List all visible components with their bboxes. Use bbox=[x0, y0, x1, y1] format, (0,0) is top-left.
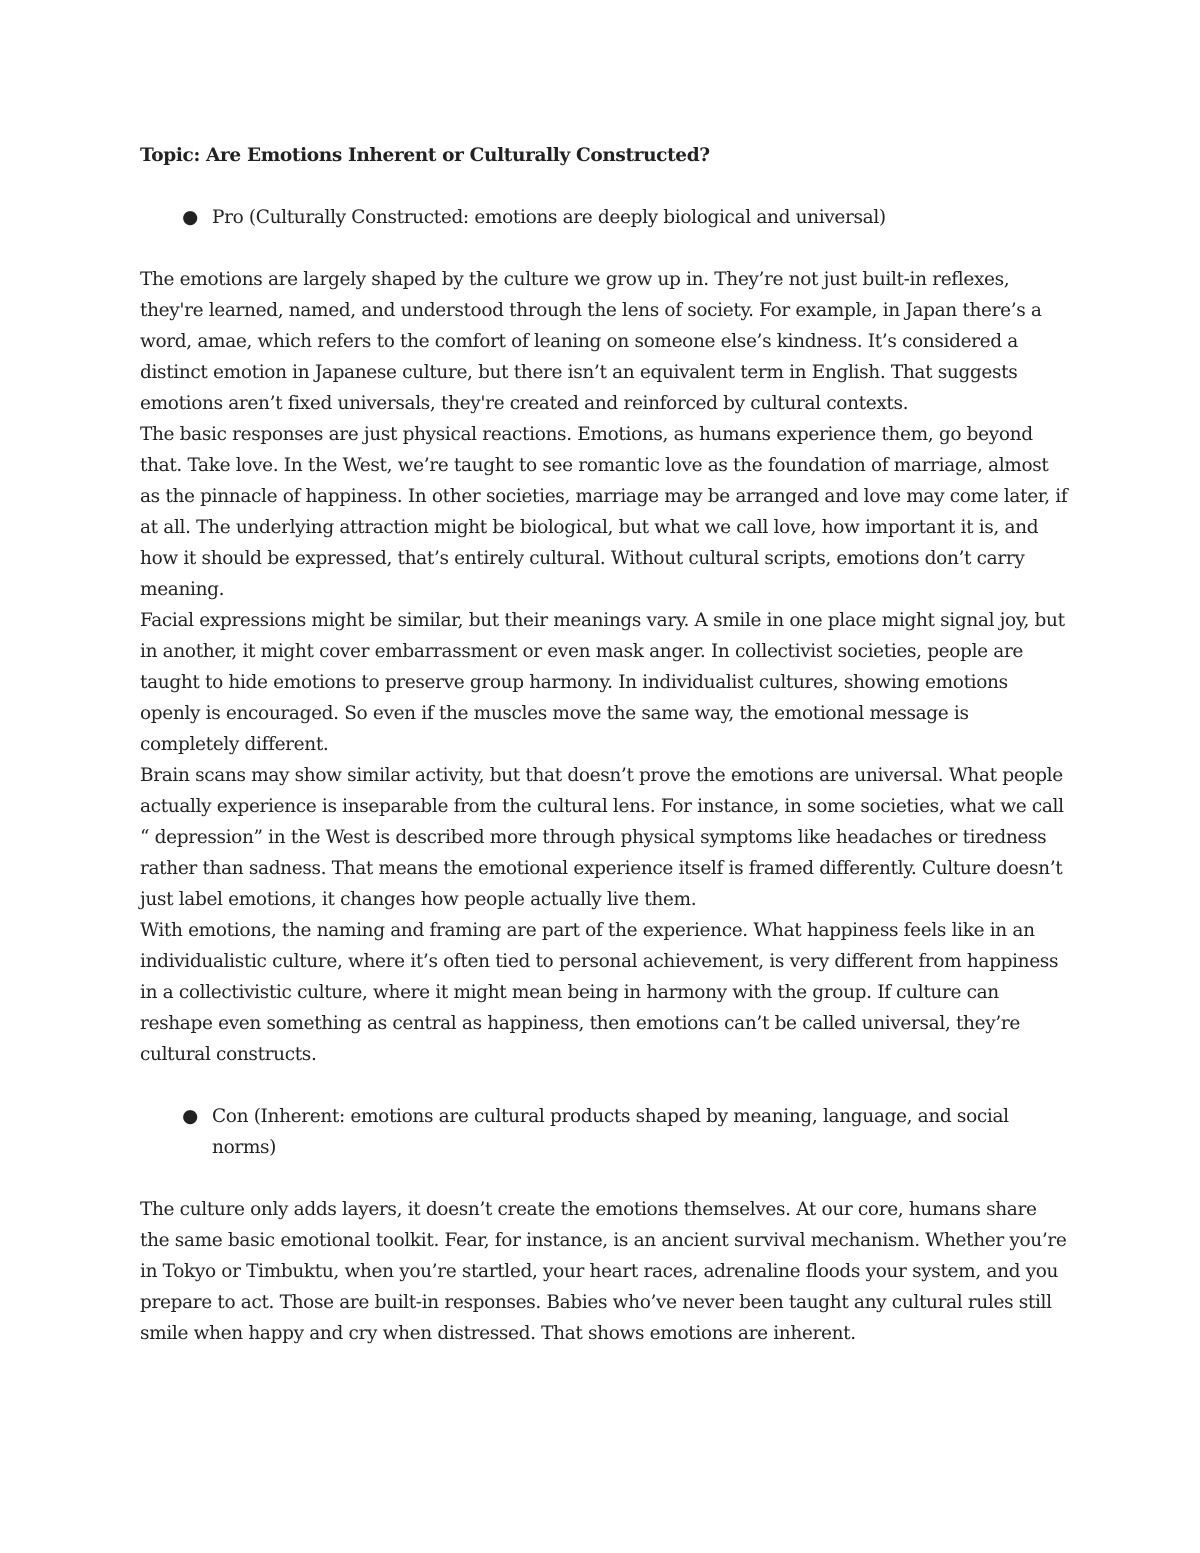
document-page bbox=[140, 140, 1070, 1349]
con-heading: Con (Inherent: emotions are cultural products shaped by meaning, language, and social norms) bbox=[212, 1106, 1009, 1158]
pro-heading: Pro (Culturally Constructed: emotions are deeply biological and universal) bbox=[212, 207, 886, 228]
bullet-icon: ● bbox=[182, 207, 198, 228]
pro-bullet bbox=[140, 202, 1070, 233]
pro-paragraph: Facial expressions might be similar, but their meanings vary. A smile in one place might signal joy, but in another, it might cover embarrassment or even mask anger. In collectivist societies, people are taught to hide emotions to preserve group harmony. In individualist cultures, showing emotions openly is encouraged. So even if the muscles move the same way, the emotional message is completely different. bbox=[140, 610, 1065, 755]
bullet-icon: ● bbox=[182, 1106, 198, 1127]
con-paragraph: The culture only adds layers, it doesn’t create the emotions themselves. At our core, humans share the same basic emotional toolkit. Fear, for instance, is an ancient survival mechanism. Whether you’re in Tokyo or Timbuktu, when you’re startled, your heart races, adrenaline floods your system, and you prepare to act. Those are built-in responses. Babies who’ve never been taught any cultural rules still smile when happy and cry when distressed. That shows emotions are inherent. bbox=[140, 1199, 1067, 1344]
document-title: Topic: Are Emotions Inherent or Culturally Constructed? bbox=[140, 145, 710, 166]
con-bullet bbox=[140, 1101, 1070, 1163]
pro-paragraph: The emotions are largely shaped by the culture we grow up in. They’re not just built-in reflexes, they're learned, named, and understood through the lens of society. For example, in Japan there’s a word, amae, which refers to the comfort of leaning on someone else’s kindness. It’s considered a distinct emotion in Japanese culture, but there isn’t an equivalent term in English. That suggests emotions aren’t fixed universals, they're created and reinforced by cultural contexts. bbox=[140, 269, 1042, 414]
pro-paragraph: Brain scans may show similar activity, but that doesn’t prove the emotions are universal. What people actually experience is inseparable from the cultural lens. For instance, in some societies, what we call “ depression” in the West is described more through physical symptoms like headaches or tiredness rather than sadness. That means the emotional experience itself is framed differently. Culture doesn’t just label emotions, it changes how people actually live them. bbox=[140, 765, 1064, 910]
pro-paragraph: The basic responses are just physical reactions. Emotions, as humans experience them, go beyond that. Take love. In the West, we’re taught to see romantic love as the foundation of marriage, almost as the pinnacle of happiness. In other societies, marriage may be arranged and love may come later, if at all. The underlying attraction might be biological, but what we call love, how important it is, and how it should be expressed, that’s entirely cultural. Without cultural scripts, emotions don’t carry meaning. bbox=[140, 424, 1068, 600]
pro-paragraph: With emotions, the naming and framing are part of the experience. What happiness feels like in an individualistic culture, where it’s often tied to personal achievement, is very different from happiness in a collectivistic culture, where it might mean being in harmony with the group. If culture can reshape even something as central as happiness, then emotions can’t be called universal, they’re cultural constructs. bbox=[140, 920, 1059, 1065]
